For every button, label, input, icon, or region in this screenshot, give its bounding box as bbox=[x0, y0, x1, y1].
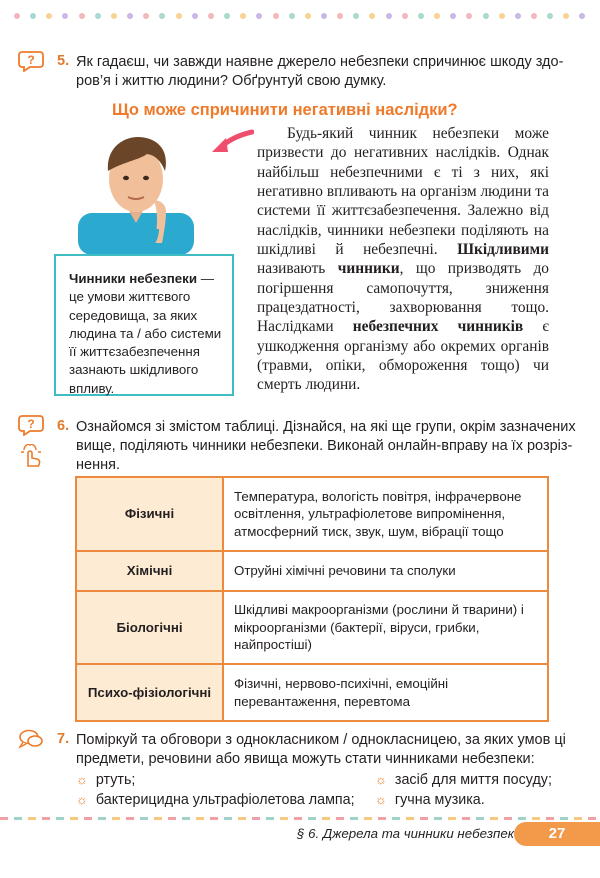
section-heading: Що може спричинити негативні наслідки? bbox=[112, 101, 458, 119]
question-5-number: 5. bbox=[57, 53, 70, 69]
question-icon bbox=[18, 50, 44, 72]
table-row-label: Хімічні bbox=[77, 552, 224, 592]
svg-text:?: ? bbox=[27, 53, 35, 67]
table-row-value: Шкідливі макроорганізми (рослини й тварини) і мікроорганізми (бактерії, віруси, грибки, найпростіші) bbox=[224, 592, 547, 665]
tap-hand-icon bbox=[20, 444, 42, 468]
table-row bbox=[77, 592, 547, 665]
sun-bullet-icon: ☼ bbox=[375, 792, 387, 807]
table-row-value: Фізичні, нервово-психічні, емоційні перевантаження, перевтома bbox=[234, 676, 449, 709]
table-row bbox=[77, 478, 547, 552]
list-item: ☼ засіб для миття посуду; bbox=[375, 772, 552, 788]
footer-dashed-divider bbox=[0, 817, 600, 820]
top-dots-divider bbox=[14, 13, 586, 21]
table-row bbox=[77, 665, 547, 720]
question-7-text: Поміркуй та обговори з однокласником / однокласницею, за яких умов ці предмети, речовини або явища можуть стати чинниками небезпеки: bbox=[76, 732, 566, 767]
list-item: ☼ ртуть; bbox=[76, 772, 136, 788]
svg-text:?: ? bbox=[27, 417, 35, 431]
main-body-text: Будь-який чинник небезпеки може призвести до негативних наслідків. Однак найбільш небезпечними є ті з них, які негативно впливають на організм людини та системи її життєзабезпечення. Залежно від наслідків, чинники небезпеки поділяють на шкідливі й небезпечні. Шкідливими називають чинники, що призводять до погіршення самопочуття, зниження працездатності, захворювання тощо. Наслідками небезпечних чинників є ушкодження організму або окремих органів (травми, опіки, обмороження тощо) чи смерть людини. bbox=[257, 125, 550, 394]
table-row-label: Психо-фізіологічні bbox=[77, 665, 224, 720]
table-row-label: Біологічні bbox=[77, 592, 224, 665]
discussion-icon bbox=[18, 728, 44, 750]
question-icon bbox=[18, 414, 44, 436]
sun-bullet-icon: ☼ bbox=[76, 772, 88, 787]
hazard-factors-table bbox=[75, 476, 549, 722]
table-row-label: Фізичні bbox=[77, 478, 224, 552]
thinking-boy-illustration bbox=[70, 131, 202, 255]
question-5-text: Як гадаєш, чи завжди наявне джерело небезпеки спричинює шкоду здо- ров’я і життю людини? Обґрунтуй свою думку. bbox=[76, 54, 564, 89]
pointer-arrow-icon bbox=[210, 128, 254, 156]
table-row-value: Отруйні хімічні речовини та сполуки bbox=[224, 552, 547, 592]
definition-text: — це умови життєвого середовища, за яких людина та / або системи її життєзабезпечення зазнають шкідливого впливу. bbox=[69, 271, 222, 396]
definition-box bbox=[54, 254, 234, 396]
footer-section-title: § 6. Джерела та чинники небезпек bbox=[297, 826, 515, 841]
question-7-number: 7. bbox=[57, 731, 70, 747]
table-row bbox=[77, 552, 547, 592]
page-number: 27 bbox=[514, 822, 600, 846]
question-6-number: 6. bbox=[57, 418, 70, 434]
sun-bullet-icon: ☼ bbox=[76, 792, 88, 807]
sun-bullet-icon: ☼ bbox=[375, 772, 387, 787]
table-row-value: Температура, вологість повітря, інфрачервоне освітлення, ультрафіолетове випромінення, атмосферний тиск, звук, шум, вібрації тощо bbox=[224, 478, 547, 552]
definition-term: Чинники небезпеки bbox=[69, 271, 198, 286]
question-6-text: Ознайомся зі змістом таблиці. Дізнайся, на які ще групи, окрім зазначених вище, поділяють чинники небезпеки. Виконай онлайн-вправу на їх розріз- нення. bbox=[76, 419, 576, 473]
list-item: ☼ гучна музика. bbox=[375, 792, 485, 808]
list-item: ☼ бактерицидна ультрафіолетова лампа; bbox=[76, 792, 355, 808]
